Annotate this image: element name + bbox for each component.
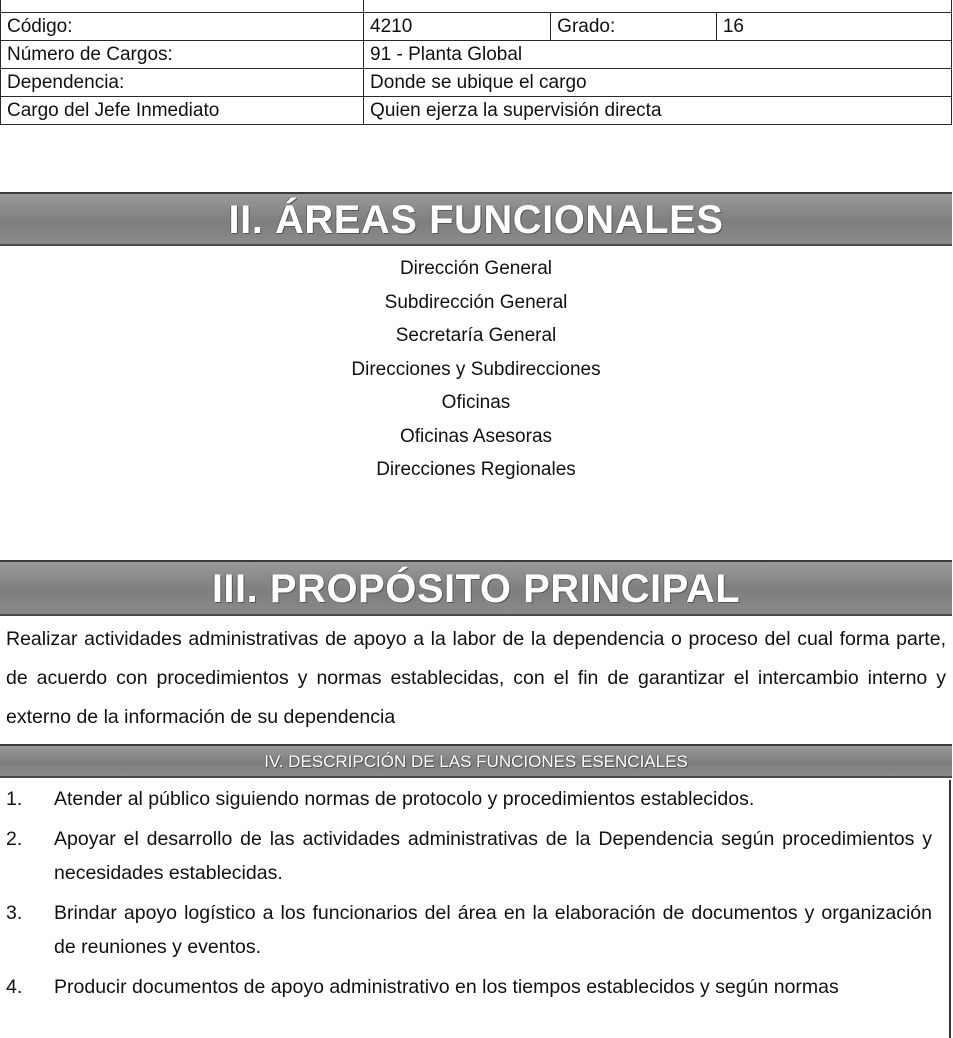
job-info-table (0, 0, 952, 125)
jefe-value: Quien ejerza la supervisión directa (364, 97, 952, 125)
grado-label: Grado: (551, 13, 717, 41)
list-item: Dirección General (399, 258, 553, 279)
function-number: 4. (6, 976, 23, 998)
codigo-value: 4210 (364, 13, 551, 41)
numero-value: 91 - Planta Global (364, 41, 952, 69)
functions-heading-text: IV. DESCRIPCIÓN DE LAS FUNCIONES ESENCIALES (264, 752, 688, 771)
purpose-paragraph: Realizar actividades administrativas de apoyo a la labor de la dependencia o proceso del cual forma parte, de acuerdo con procedimientos y normas establecidas, con el fin de garantizar el intercambio interno y externo de la información de su dependencia (6, 628, 946, 728)
list-item: Subdirección General (384, 291, 568, 313)
right-border-line (949, 780, 951, 1038)
codigo-label: Código: (1, 13, 364, 41)
dependencia-value: Donde se ubique el cargo (364, 69, 952, 97)
cut-cell-left (1, 0, 364, 13)
cut-cell-right (364, 0, 952, 13)
function-number: 3. (6, 902, 23, 924)
function-item (0, 970, 952, 1004)
table-row-jefe (1, 97, 952, 125)
function-item (0, 822, 952, 890)
section-purpose-heading: III. PROPÓSITO PRINCIPAL (0, 560, 952, 616)
list-item: Secretaría General (395, 325, 557, 346)
list-item: Oficinas Asesoras (399, 425, 553, 447)
function-text: Atender al público siguiendo normas de protocolo y procedimientos establecidos. (54, 788, 755, 810)
numero-label: Número de Cargos: (1, 41, 364, 69)
function-item (0, 782, 952, 816)
functions-list (0, 782, 952, 1004)
section-functions-heading (0, 744, 952, 778)
grado-value: 16 (716, 13, 951, 41)
function-item (0, 896, 952, 964)
list-item: Direcciones Regionales (376, 459, 576, 480)
list-item: Direcciones y Subdirecciones (351, 358, 601, 380)
table-row-codigo (1, 13, 952, 41)
table-row-numero (1, 41, 952, 69)
function-number: 2. (6, 828, 23, 850)
function-text: Brindar apoyo logístico a los funcionarios del área en la elaboración de documentos y organización de reuniones y eventos. (54, 902, 932, 958)
list-item: Oficinas (441, 392, 511, 413)
section-areas-heading: II. ÁREAS FUNCIONALES (0, 192, 952, 246)
jefe-label: Cargo del Jefe Inmediato (1, 97, 364, 125)
dependencia-label: Dependencia: (1, 69, 364, 97)
areas-list (0, 252, 952, 487)
table-row-cut (1, 0, 952, 13)
function-number: 1. (6, 788, 23, 810)
table-row-dependencia (1, 69, 952, 97)
function-text: Producir documentos de apoyo administrativo en los tiempos establecidos y según normas (54, 976, 839, 998)
function-text: Apoyar el desarrollo de las actividades administrativas de la Dependencia según procedimientos y necesidades establecidas. (54, 828, 932, 884)
